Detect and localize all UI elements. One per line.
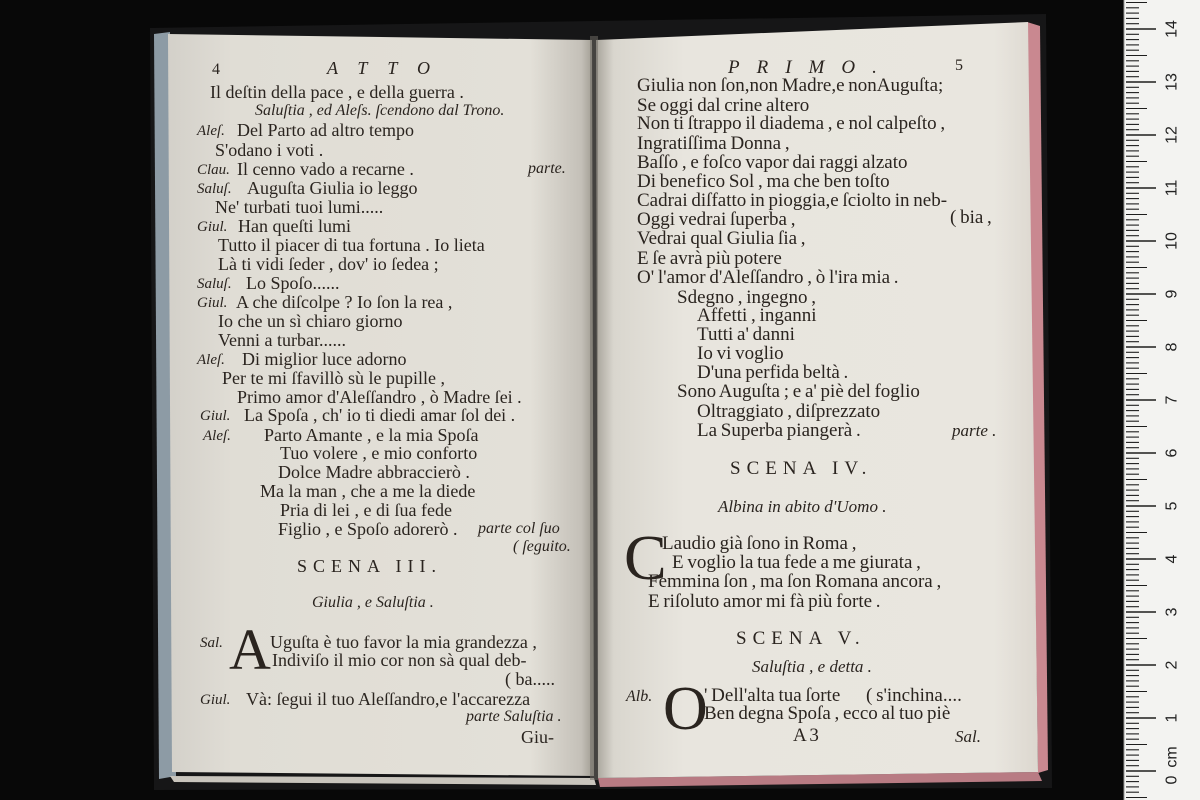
speaker-label: Clau. bbox=[197, 162, 230, 178]
verse-line: Se oggi dal crine altero bbox=[637, 95, 810, 116]
verse-line: Di miglior luce adorno bbox=[242, 349, 407, 369]
verse-line: Io vi voglio bbox=[697, 343, 784, 364]
verse-line: Baſſo , e foſco vapor dai raggi alzato bbox=[637, 152, 908, 173]
verse-line: Pria di lei , e di ſua fede bbox=[280, 500, 452, 520]
ruler-label: 8 bbox=[1163, 342, 1181, 352]
verse-line: Per te mi ſfavillò sù le pupille , bbox=[222, 368, 445, 388]
ruler-label: 7 bbox=[1163, 395, 1181, 405]
verse-line: Indiviſo il mio cor non sà qual deb- bbox=[272, 650, 527, 670]
verse-line: Non ti ſtrappo il diadema , e nol calpeſto , bbox=[637, 113, 946, 134]
verse-line: A che diſcolpe ? Io ſon la rea , bbox=[236, 292, 453, 312]
ruler-label: 3 bbox=[1163, 607, 1181, 617]
verse-line: Dolce Madre abbraccierò . bbox=[278, 462, 470, 482]
verse-line: Parto Amante , e la mia Spoſa bbox=[264, 425, 479, 445]
verse-line: La Superba piangerà . bbox=[697, 420, 861, 441]
speaker-label: Aleſ. bbox=[203, 428, 231, 444]
speaker-label: Giul. bbox=[197, 219, 228, 235]
ruler-label: 10 bbox=[1163, 232, 1181, 250]
speaker-label: Aleſ. bbox=[197, 123, 225, 139]
scene-heading: SCENA IV. bbox=[730, 458, 873, 479]
verse-line: Femmina ſon , ma ſon Romana ancora , bbox=[648, 571, 942, 592]
verse-line: ( ba..... bbox=[505, 669, 555, 689]
signature-mark: A 3 bbox=[793, 725, 819, 746]
scene-characters: Saluſtia , e detta . bbox=[752, 657, 872, 676]
speaker-label: Saluſ. bbox=[197, 276, 232, 292]
verse-line: Uguſta è tuo favor la mia grandezza , bbox=[270, 632, 537, 652]
ruler-label: 1 bbox=[1163, 713, 1181, 723]
verse-line: Oltraggiato , diſprezzato bbox=[697, 401, 881, 422]
speaker-label: Giul. bbox=[200, 692, 231, 708]
ruler-unit: cm bbox=[1163, 746, 1181, 768]
running-head: ATTO bbox=[327, 58, 451, 78]
verse-line: E riſoluto amor mi fà più forte . bbox=[648, 591, 881, 612]
speaker-label: Sal. bbox=[200, 635, 223, 651]
ruler-label: 0 bbox=[1163, 775, 1181, 785]
verse-line: Ingratiſſima Donna , bbox=[637, 133, 790, 154]
scene-characters: Albina in abito d'Uomo . bbox=[718, 497, 887, 516]
verse-line: Giulia non ſon,non Madre,e nonAuguſta; bbox=[637, 75, 944, 96]
verse-line: D'una perfida beltà . bbox=[697, 362, 849, 383]
scene-heading: SCENA III. bbox=[297, 556, 442, 576]
speaker-label: Aleſ. bbox=[197, 352, 225, 368]
ruler-label: 6 bbox=[1163, 448, 1181, 458]
verse-line: Oggi vedrai ſuperba , bbox=[637, 209, 796, 230]
verse-line: Tutti a' danni bbox=[697, 324, 795, 345]
verse-line: Han queſti lumi bbox=[238, 216, 351, 236]
speaker-label: Saluſ. bbox=[197, 181, 232, 197]
catchword: Sal. bbox=[955, 727, 981, 746]
verse-line: Vedrai qual Giulia ſia , bbox=[637, 228, 806, 249]
verse-line: Di benefico Sol , ma che ben toſto bbox=[637, 171, 890, 192]
ruler-label: 12 bbox=[1163, 126, 1181, 144]
verse-line: Ne' turbati tuoi lumi..... bbox=[215, 197, 384, 217]
scene-characters: Giulia , e Saluſtia . bbox=[312, 594, 434, 611]
verse-line: Ma la man , che a me la diede bbox=[260, 481, 476, 501]
verse-line: Laudio già ſono in Roma , bbox=[662, 533, 857, 554]
ruler-label: 4 bbox=[1163, 554, 1181, 564]
verse-line: Affetti , inganni bbox=[697, 305, 817, 326]
verse-line: S'odano i voti . bbox=[215, 140, 324, 160]
verse-line: Và: ſegui il tuo Aleſſandro,e l'accarezza bbox=[246, 689, 531, 709]
verse-line: Il cenno vado a recarne . bbox=[237, 159, 414, 179]
exit-note: ( ſeguito. bbox=[513, 538, 571, 555]
exit-note: parte . bbox=[952, 421, 997, 440]
scene-heading: SCENA V. bbox=[736, 628, 866, 649]
verse-line: Tutto il piacer di tua fortuna . Io lieta bbox=[218, 235, 485, 255]
verse-line: E voglio la tua fede a me giurata , bbox=[672, 552, 921, 573]
verse-line: Tuo volere , e mio conforto bbox=[280, 443, 478, 463]
speaker-label: Alb. bbox=[626, 688, 653, 705]
verse-line: O' l'amor d'Aleſſandro , ò l'ira mia . bbox=[637, 267, 899, 288]
verse-line: Sdegno , ingegno , bbox=[677, 287, 816, 308]
verse-line: Figlio , e Spoſo adorerò . bbox=[278, 519, 458, 539]
drop-cap: C bbox=[624, 522, 667, 593]
stage-direction: Saluſtia , ed Aleſs. ſcendono dal Trono. bbox=[255, 102, 505, 119]
drop-cap: O bbox=[663, 675, 708, 743]
exit-note: parte Saluſtia . bbox=[466, 708, 562, 725]
ruler-label: 2 bbox=[1163, 660, 1181, 670]
verse-line: Là ti vidi ſeder , dov' io ſedea ; bbox=[218, 254, 439, 274]
ruler-label: 14 bbox=[1163, 20, 1181, 38]
verse-line: Primo amor d'Aleſſandro , ò Madre ſei . bbox=[237, 387, 522, 407]
page-number: 5 bbox=[955, 57, 963, 74]
verse-line: Io che un sì chiaro giorno bbox=[218, 311, 403, 331]
catchword: Giu- bbox=[521, 727, 554, 747]
verse-line: Cadrai diſfatto in pioggia,e ſciolto in neb- bbox=[637, 190, 948, 211]
ruler-label: 13 bbox=[1163, 73, 1181, 91]
ruler-label: 5 bbox=[1163, 501, 1181, 511]
exit-note: parte col ſuo bbox=[478, 520, 560, 537]
book-gutter bbox=[590, 36, 598, 780]
verse-line: Sono Auguſta ; e a' piè del foglio bbox=[677, 381, 920, 402]
verse-line: Venni a turbar...... bbox=[218, 330, 346, 350]
running-head: PRIMO. bbox=[728, 57, 894, 78]
drop-cap: A bbox=[229, 617, 271, 682]
turnover-line: ( bia , bbox=[950, 207, 992, 228]
verse-line: La Spoſa , ch' io ti diedi amar ſol dei . bbox=[244, 405, 516, 425]
ruler-label: 11 bbox=[1163, 179, 1181, 197]
verse-line: Ben degna Spoſa , ecco al tuo piè bbox=[704, 703, 951, 724]
ruler-label: 9 bbox=[1163, 289, 1181, 299]
verse-line: ' Dell'alta tua ſorte bbox=[704, 685, 841, 706]
verse-line: E ſe avrà più potere bbox=[637, 248, 782, 269]
speaker-label: Giul. bbox=[200, 408, 231, 424]
verse-line: Del Parto ad altro tempo bbox=[237, 120, 414, 140]
exit-note: parte. bbox=[528, 160, 566, 177]
page-number: 4 bbox=[212, 61, 220, 78]
verse-line: Lo Spoſo...... bbox=[246, 273, 340, 293]
measuring-ruler bbox=[1124, 0, 1200, 800]
verse-line: Auguſta Giulia io leggo bbox=[247, 178, 418, 198]
stage-direction: ( s'inchina.... bbox=[866, 685, 962, 706]
verse-line: Il deſtin della pace , e della guerra . bbox=[210, 82, 464, 102]
speaker-label: Giul. bbox=[197, 295, 228, 311]
